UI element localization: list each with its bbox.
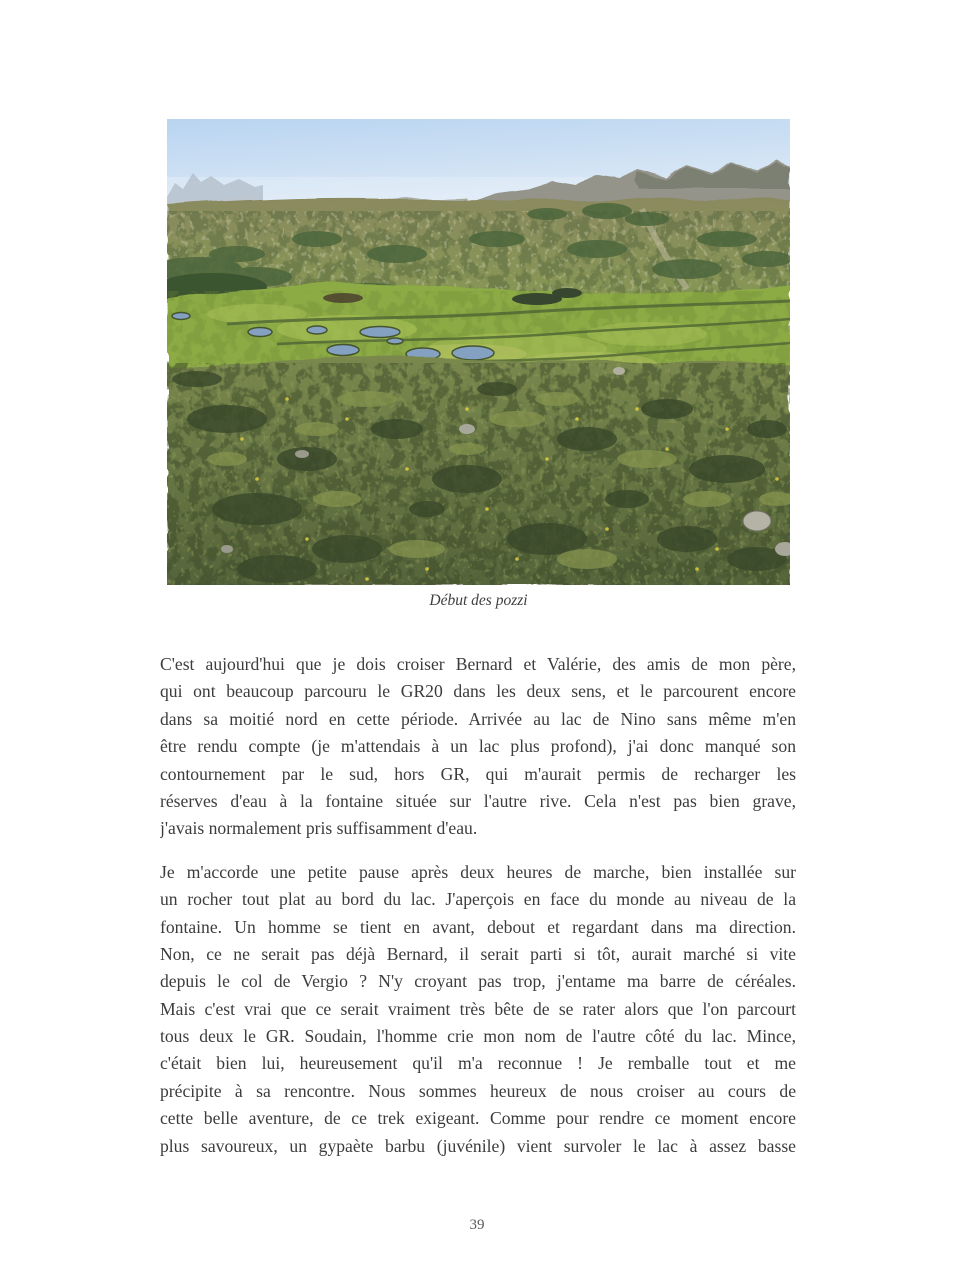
paragraph-line: Mais c'est vrai que ce serait vraiment très bête de se rater alors que l'on parcourt — [160, 998, 796, 1019]
paragraph-line: Non, ce ne serait pas déjà Bernard, il serait parti si tôt, aurait marché si vite — [160, 943, 796, 964]
paragraph-line: cette belle aventure, de ce trek exigeant. Comme pour rendre ce moment encore — [160, 1108, 796, 1129]
photo-caption: Début des pozzi — [429, 592, 528, 609]
paragraph-line: C'est aujourd'hui que je dois croiser Bernard et Valérie, des amis de mon père, — [160, 654, 796, 674]
paragraph-line: réserves d'eau à la fontaine située sur l'autre rive. Cela n'est pas bien grave, — [160, 790, 796, 811]
paragraph-line: plus savoureux, un gypaète barbu (juvénile) vient survoler le lac à assez basse — [160, 1135, 796, 1156]
paragraph — [160, 651, 796, 843]
paragraph-line: tous deux le GR. Soudain, l'homme crie mon nom de l'autre côté du lac. Mince, — [160, 1026, 796, 1047]
paragraph-line: c'était bien lui, heureusement qu'il m'a reconnue ! Je remballe tout et me — [160, 1053, 796, 1074]
pozzines-photo — [167, 119, 790, 585]
paragraph-line: qui ont beaucoup parcouru le GR20 dans les deux sens, et le parcourent encore — [160, 681, 796, 702]
paragraph — [160, 859, 796, 1160]
paragraph-line: précipite à sa rencontre. Nous sommes heureux de nous croiser au cours de — [160, 1080, 796, 1101]
body-text — [160, 651, 796, 1160]
paragraph-line: contournement par le sud, hors GR, qui m'aurait permis de recharger les — [160, 763, 796, 784]
paragraph-line: être rendu compte (je m'attendais à un lac plus profond), j'ai donc manqué son — [160, 736, 796, 757]
photo-figure — [167, 119, 790, 585]
page-number: 39 — [469, 1217, 485, 1233]
paragraph-line: fontaine. Un homme se tient en avant, debout et regardant dans ma direction. — [160, 916, 796, 937]
paragraph-line: dans sa moitié nord en cette période. Arrivée au lac de Nino sans même m'en — [160, 708, 796, 729]
paragraph-line: j'avais normalement pris suffisamment d'eau. — [160, 818, 478, 839]
paragraph-line: depuis le col de Vergio ? N'y croyant pas trop, j'entame ma barre de céréales. — [160, 971, 796, 992]
paragraph-line: un rocher tout plat au bord du lac. J'aperçois en face du monde au niveau de la — [160, 889, 796, 910]
paragraph-line: Je m'accorde une petite pause après deux heures de marche, bien installée sur — [160, 861, 796, 882]
